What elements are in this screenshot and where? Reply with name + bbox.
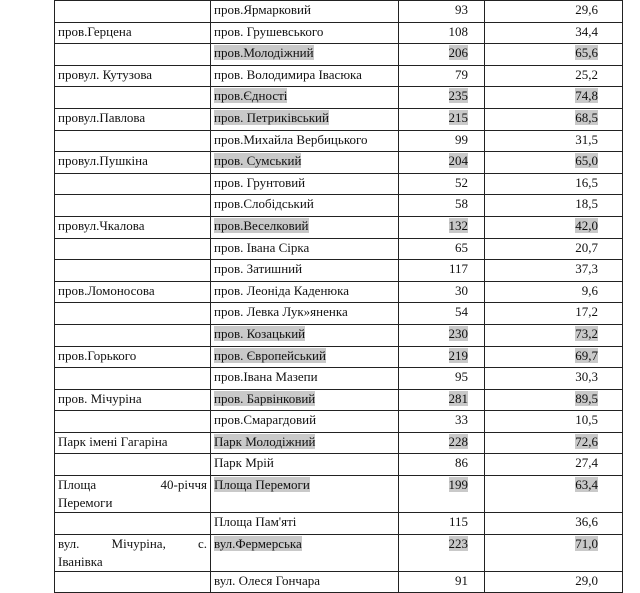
count-cell [399, 152, 485, 174]
percent-cell [485, 44, 623, 66]
percent-cell-text: 65,6 [575, 45, 598, 61]
new-name-cell-text: Парк Молодіжний [214, 433, 316, 449]
old-name-cell-text: Парк імені Гагаріна [58, 433, 168, 449]
new-name-cell-text: пров.Михайла Вербицького [214, 131, 368, 147]
percent-cell-text: 16,5 [575, 174, 598, 190]
percent-cell [485, 368, 623, 390]
count-cell [399, 534, 485, 571]
table-row [55, 65, 623, 87]
old-name-cell [55, 44, 211, 66]
old-name-line2: Перемоги [58, 495, 113, 511]
count-cell-text: 219 [448, 347, 468, 363]
new-name-cell [211, 1, 399, 23]
percent-cell [485, 346, 623, 368]
new-name-cell [211, 513, 399, 535]
new-name-cell [211, 454, 399, 476]
count-cell [399, 44, 485, 66]
table-row [55, 534, 623, 571]
percent-cell-text: 30,3 [575, 369, 598, 385]
count-cell-text: 230 [448, 325, 468, 341]
new-name-cell-text: пров.Смарагдовий [214, 412, 317, 428]
new-name-cell [211, 44, 399, 66]
new-name-cell [211, 411, 399, 433]
table-row [55, 130, 623, 152]
old-name-cell [55, 108, 211, 130]
count-cell [399, 411, 485, 433]
count-cell [399, 87, 485, 109]
new-name-cell [211, 238, 399, 260]
old-name-part: Мічуріна, [111, 535, 166, 551]
table-row [55, 303, 623, 325]
new-name-cell-text: пров. Левка Лук»яненка [214, 304, 348, 320]
count-cell [399, 432, 485, 454]
new-name-cell-text: Площа Перемоги [214, 477, 310, 493]
new-name-cell [211, 173, 399, 195]
new-name-cell [211, 216, 399, 238]
new-name-cell [211, 260, 399, 282]
old-name-cell [55, 411, 211, 433]
old-name-cell [55, 216, 211, 238]
table-row [55, 87, 623, 109]
document-page [54, 0, 622, 593]
table-row [55, 22, 623, 44]
new-name-cell [211, 281, 399, 303]
percent-cell-text: 74,8 [575, 88, 598, 104]
old-name-cell [55, 389, 211, 411]
percent-cell-text: 29,6 [575, 2, 598, 17]
old-name-cell-text: провул. Кутузова [58, 66, 153, 82]
table-row [55, 195, 623, 217]
old-name-part: вул. [58, 535, 80, 551]
count-cell [399, 346, 485, 368]
percent-cell [485, 476, 623, 513]
percent-cell [485, 324, 623, 346]
old-name-cell [55, 324, 211, 346]
percent-cell [485, 432, 623, 454]
count-cell [399, 368, 485, 390]
count-cell-text: 99 [455, 131, 468, 147]
new-name-cell-text: пров. Барвінковий [214, 390, 316, 406]
count-cell-text: 108 [448, 23, 468, 39]
new-name-cell-text: пров. Володимира Івасюка [214, 66, 362, 82]
new-name-cell [211, 389, 399, 411]
old-name-cell [55, 195, 211, 217]
new-name-cell [211, 22, 399, 44]
old-name-cell-text: провул.Пушкіна [58, 153, 148, 169]
new-name-cell [211, 368, 399, 390]
table-row [55, 454, 623, 476]
old-name-part: Площа [58, 477, 97, 493]
new-name-cell [211, 87, 399, 109]
percent-cell-text: 71,0 [575, 535, 598, 551]
count-cell-text: 281 [448, 390, 468, 406]
table-row [55, 476, 623, 513]
count-cell [399, 238, 485, 260]
new-name-cell-text: вул. Олеся Гончара [214, 572, 320, 588]
count-cell [399, 324, 485, 346]
new-name-cell-text: пров.Ярмарковий [214, 2, 311, 17]
old-name-cell-text: провул.Чкалова [58, 217, 145, 233]
percent-cell [485, 281, 623, 303]
percent-cell [485, 87, 623, 109]
count-cell-text: 91 [455, 572, 468, 588]
count-cell [399, 281, 485, 303]
count-cell [399, 303, 485, 325]
percent-cell-text: 37,3 [575, 261, 598, 277]
new-name-cell-text: пров.Єдності [214, 88, 288, 104]
count-cell-text: 58 [455, 196, 468, 212]
old-name-cell [55, 260, 211, 282]
count-cell-text: 215 [448, 109, 468, 125]
count-cell [399, 65, 485, 87]
new-name-cell-text: пров. Затишний [214, 261, 303, 277]
old-name-cell [55, 173, 211, 195]
percent-cell [485, 454, 623, 476]
new-name-cell-text: пров. Козацький [214, 325, 306, 341]
count-cell [399, 1, 485, 23]
new-name-cell [211, 108, 399, 130]
percent-cell [485, 238, 623, 260]
table-row [55, 411, 623, 433]
count-cell [399, 476, 485, 513]
new-name-cell [211, 303, 399, 325]
table-row [55, 173, 623, 195]
table-row [55, 571, 623, 593]
count-cell [399, 571, 485, 593]
new-name-cell-text: пров. Леоніда Каденюка [214, 282, 350, 298]
old-name-cell [55, 1, 211, 23]
percent-cell [485, 260, 623, 282]
percent-cell-text: 36,6 [575, 514, 598, 530]
new-name-cell-text: пров.Веселковий [214, 217, 309, 233]
count-cell-text: 95 [455, 369, 468, 385]
old-name-cell [55, 303, 211, 325]
percent-cell [485, 534, 623, 571]
old-name-cell-text: провул.Павлова [58, 109, 146, 125]
table-row [55, 346, 623, 368]
count-cell-text: 223 [448, 535, 468, 551]
old-name-cell [55, 22, 211, 44]
percent-cell [485, 571, 623, 593]
count-cell-text: 235 [448, 88, 468, 104]
percent-cell [485, 303, 623, 325]
percent-cell-text: 73,2 [575, 325, 598, 341]
percent-cell [485, 173, 623, 195]
percent-cell-text: 20,7 [575, 239, 598, 255]
new-name-cell-text: Парк Мрій [214, 455, 274, 471]
count-cell-text: 33 [455, 412, 468, 428]
table-body [55, 1, 623, 593]
count-cell-text: 65 [455, 239, 468, 255]
table-row [55, 432, 623, 454]
new-name-cell [211, 195, 399, 217]
old-name-cell-text: пров.Горького [58, 347, 137, 363]
count-cell-text: 199 [448, 477, 468, 493]
percent-cell-text: 65,0 [575, 153, 598, 169]
percent-cell-text: 29,0 [575, 572, 598, 588]
old-name-cell [55, 432, 211, 454]
count-cell [399, 195, 485, 217]
percent-cell-text: 17,2 [575, 304, 598, 320]
old-name-cell [55, 281, 211, 303]
percent-cell [485, 195, 623, 217]
count-cell-text: 132 [448, 217, 468, 233]
percent-cell-text: 10,5 [575, 412, 598, 428]
percent-cell-text: 69,7 [575, 347, 598, 363]
count-cell-text: 30 [455, 282, 468, 298]
new-name-cell [211, 534, 399, 571]
table-row [55, 281, 623, 303]
old-name-cell [55, 65, 211, 87]
percent-cell-text: 9,6 [581, 282, 598, 298]
table-row [55, 324, 623, 346]
percent-cell-text: 42,0 [575, 217, 598, 233]
table-row [55, 216, 623, 238]
count-cell [399, 108, 485, 130]
old-name-cell-text: пров.Ломоносова [58, 282, 155, 298]
percent-cell [485, 389, 623, 411]
table-row [55, 368, 623, 390]
new-name-cell-text: пров.Слобідський [214, 196, 314, 212]
old-name-cell [55, 238, 211, 260]
table-row [55, 260, 623, 282]
count-cell-text: 93 [455, 2, 468, 17]
percent-cell-text: 25,2 [575, 66, 598, 82]
percent-cell-text: 34,4 [575, 23, 598, 39]
old-name-cell [55, 476, 211, 513]
new-name-cell [211, 571, 399, 593]
new-name-cell [211, 130, 399, 152]
percent-cell [485, 1, 623, 23]
new-name-cell-text: пров. Петриківський [214, 109, 329, 125]
new-name-cell-text: вул.Фермерська [214, 535, 302, 551]
old-name-cell [55, 87, 211, 109]
percent-cell [485, 411, 623, 433]
percent-cell [485, 216, 623, 238]
new-name-cell-text: пров. Грунтовий [214, 174, 306, 190]
count-cell-text: 79 [455, 66, 468, 82]
percent-cell-text: 72,6 [575, 433, 598, 449]
new-name-cell-text: пров.Молодіжний [214, 45, 314, 61]
percent-cell-text: 63,4 [575, 477, 598, 493]
count-cell-text: 206 [448, 45, 468, 61]
old-name-cell [55, 130, 211, 152]
percent-cell [485, 513, 623, 535]
count-cell-text: 52 [455, 174, 468, 190]
new-name-cell [211, 152, 399, 174]
count-cell-text: 86 [455, 455, 468, 471]
old-name-cell [55, 152, 211, 174]
table-row [55, 108, 623, 130]
new-name-cell [211, 324, 399, 346]
new-name-cell-text: пров. Сумський [214, 153, 302, 169]
percent-cell [485, 130, 623, 152]
old-name-cell-text: пров. Мічуріна [58, 390, 142, 406]
new-name-cell-text: пров. Європейський [214, 347, 326, 363]
new-name-cell [211, 432, 399, 454]
table-row [55, 513, 623, 535]
percent-cell [485, 65, 623, 87]
old-name-cell-text: пров.Герцена [58, 23, 132, 39]
new-name-cell-text: пров. Івана Сірка [214, 239, 310, 255]
percent-cell-text: 18,5 [575, 196, 598, 212]
percent-cell [485, 22, 623, 44]
old-name-cell [55, 534, 211, 571]
count-cell [399, 260, 485, 282]
table-row [55, 238, 623, 260]
table-row [55, 389, 623, 411]
old-name-cell [55, 571, 211, 593]
new-name-cell-text: пров. Грушевського [214, 23, 324, 39]
new-name-cell [211, 346, 399, 368]
count-cell [399, 513, 485, 535]
old-name-part: 40-річчя [160, 477, 207, 493]
count-cell [399, 173, 485, 195]
count-cell [399, 454, 485, 476]
old-name-cell [55, 454, 211, 476]
new-name-cell-text: пров.Івана Мазепи [214, 369, 318, 385]
count-cell-text: 54 [455, 304, 468, 320]
new-name-cell [211, 476, 399, 513]
percent-cell-text: 89,5 [575, 390, 598, 406]
count-cell [399, 22, 485, 44]
count-cell [399, 216, 485, 238]
percent-cell-text: 68,5 [575, 109, 598, 125]
old-name-line2: Іванівка [58, 553, 103, 569]
old-name-cell [55, 368, 211, 390]
count-cell [399, 389, 485, 411]
old-name-cell [55, 346, 211, 368]
count-cell-text: 117 [448, 261, 468, 277]
percent-cell [485, 108, 623, 130]
new-name-cell-text: Площа Пам'яті [214, 514, 297, 530]
table-row [55, 152, 623, 174]
count-cell-text: 204 [448, 153, 468, 169]
percent-cell-text: 31,5 [575, 131, 598, 147]
old-name-cell [55, 513, 211, 535]
old-name-part: с. [197, 535, 207, 551]
count-cell [399, 130, 485, 152]
count-cell-text: 228 [448, 433, 468, 449]
street-rename-table [54, 0, 623, 593]
count-cell-text: 115 [448, 514, 468, 530]
percent-cell [485, 152, 623, 174]
table-row [55, 44, 623, 66]
table-row [55, 1, 623, 23]
percent-cell-text: 27,4 [575, 455, 598, 471]
new-name-cell [211, 65, 399, 87]
